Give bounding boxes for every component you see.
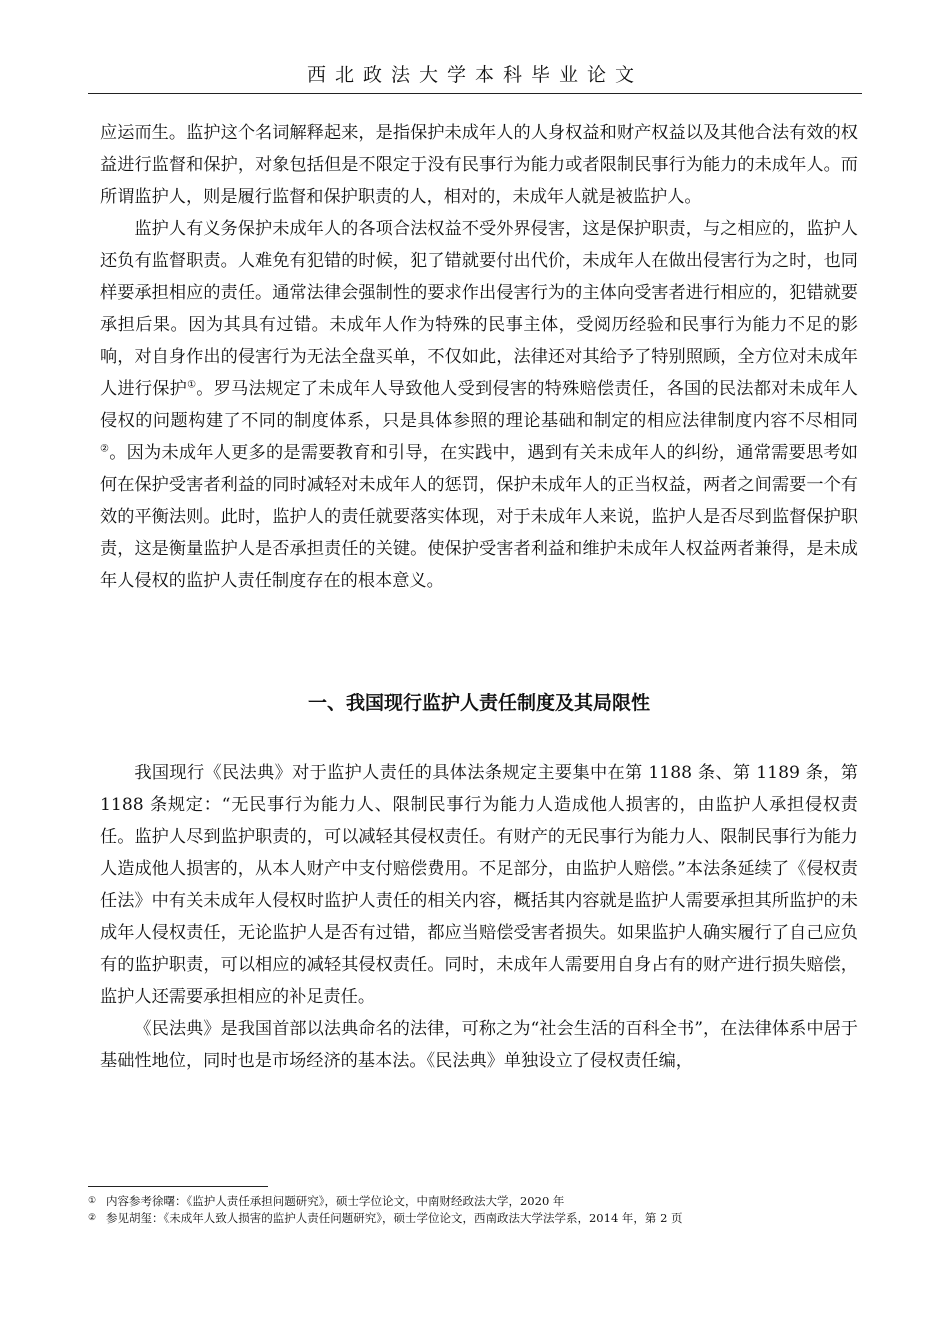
footnotes [88,1193,862,1227]
paragraph-text-part-a: 监护人有义务保护未成年人的各项合法权益不受外界侵害，这是保护职责，与之相应的，监护人还负有监督职责。人难免有犯错的时候，犯了错就要付出代价，未成年人在做出侵害行为之时，也同样要承担相应的责任。通常法律会强制性的要求作出侵害行为的主体向受害者进行相应的，犯错就要承担后果。因为其具有过错。未成年人作为特殊的民事主体，受阅历经验和民事行为能力不足的影响，对自身作出的侵害行为无法全盘买单，不仅如此，法律还对其给予了特别照顾，全方位对未成年人进行保护 [100,219,858,399]
footnote-ref-2[interactable]: ② [100,443,110,455]
footnote-text: 内容参考徐曙：《监护人责任承担问题研究》，硕士学位论文，中南财经政法大学，2020 年 [106,1194,565,1208]
footnote-mark: ① [88,1196,97,1206]
page-header-title: 西北政法大学本科毕业论文 [306,64,643,86]
header-divider [88,93,862,94]
footnote-mark: ② [88,1213,97,1223]
footnote-divider [88,1186,268,1187]
paragraph-text-part-c: 。因为未成年人更多的是需要教育和引导，在实践中，遇到有关未成年人的纠纷，通常需要思考如何在保护受害者利益的同时减轻对未成年人的惩罚，保护未成年人的正当权益，两者之间需要一个有效的平衡法则。此时，监护人的责任就要落实体现，对于未成年人来说，监护人是否尽到监督保护职责，这是衡量监护人是否承担责任的关键。使保护受害者利益和维护未成年人权益两者兼得，是未成年人侵权的监护人责任制度存在的根本意义。 [100,443,858,591]
body-text-after-section [100,757,858,1077]
paragraph-civil-code-status: 《民法典》是我国首部以法典命名的法律，可称之为“社会生活的百科全书”，在法律体系中居于基础性地位，同时也是市场经济的基本法。《民法典》单独设立了侵权责任编， [100,1019,858,1071]
footnote-ref-1[interactable]: ① [187,379,197,391]
section-heading: 一、我国现行监护人责任制度及其局限性 [307,692,650,714]
paragraph-continuation: 应运而生。监护这个名词解释起来，是指保护未成年人的人身权益和财产权益以及其他合法有效的权益进行监督和保护，对象包括但是不限定于没有民事行为能力或者限制民事行为能力的未成年人。而所谓监护人，则是履行监督和保护职责的人，相对的，未成年人就是被监护人。 [100,123,858,207]
footnote-2 [88,1210,862,1227]
body-text-before-section [100,117,858,597]
footnote-text: 参见胡玺：《未成年人致人损害的监护人责任问题研究》，硕士学位论文，西南政法大学法学系，2014 年，第 2 页 [106,1211,683,1225]
paragraph-text-part-b: 。罗马法规定了未成年人导致他人受到侵害的特殊赔偿责任，各国的民法都对未成年人侵权的问题构建了不同的制度体系，只是具体参照的理论基础和制定的相应法律制度内容不尽相同 [100,379,858,431]
paragraph-civil-code-articles: 我国现行《民法典》对于监护人责任的具体法条规定主要集中在第 1188 条、第 1189 条，第 1188 条规定：“无民事行为能力人、限制民事行为能力人造成他人损害的，由监护人承担侵权责任。监护人尽到监护职责的，可以减轻其侵权责任。有财产的无民事行为能力人、限制民事行为能力人造成他人损害的，从本人财产中支付赔偿费用。不足部分，由监护人赔偿。”本法条延续了《侵权责任法》中有关未成年人侵权时监护人责任的相关内容，概括其内容就是监护人需要承担其所监护的未成年人侵权责任，无论监护人是否有过错，都应当赔偿受害者损失。如果监护人确实履行了自己应负有的监护职责，可以相应的减轻其侵权责任。同时，未成年人需要用自身占有的财产进行损失赔偿，监护人还需要承担相应的补足责任。 [100,763,858,1007]
paragraph-guardian-duty [100,213,858,597]
footnote-1 [88,1193,862,1210]
